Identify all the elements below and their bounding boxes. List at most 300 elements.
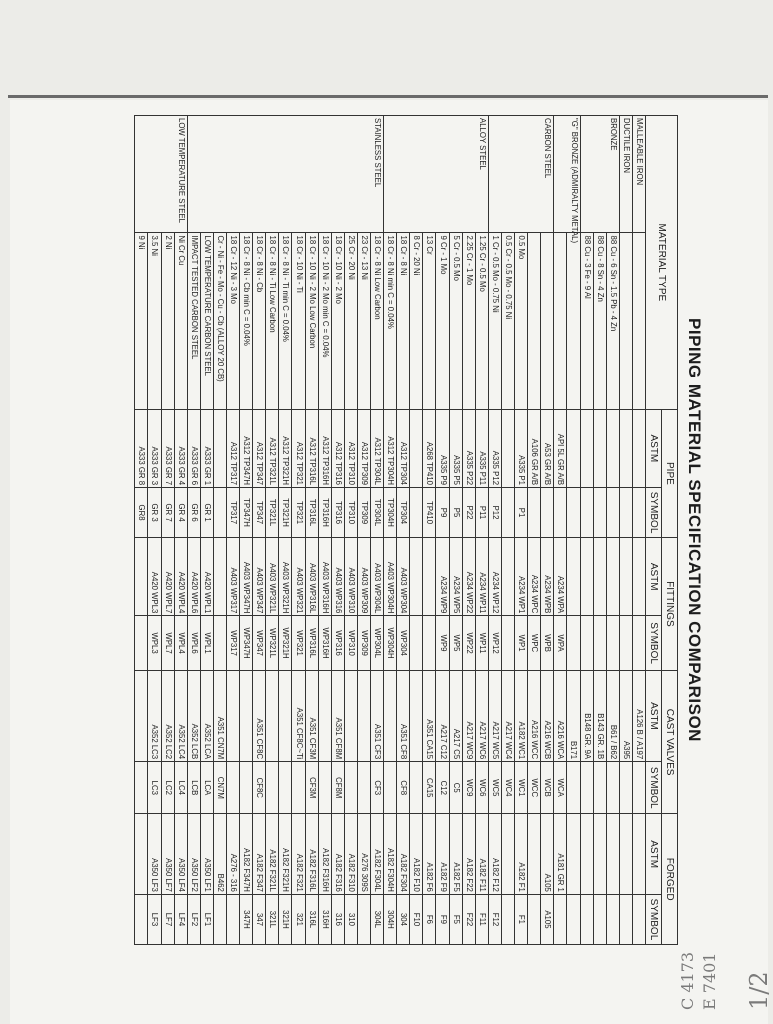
- table-row: [161, 116, 174, 945]
- cast-astm-cell: A351 CF8C: [253, 670, 266, 761]
- fittings-astm-cell: A234 WPA: [554, 538, 567, 616]
- table-row: [541, 116, 554, 945]
- pipe-symbol-cell: GR8: [135, 488, 148, 538]
- handwritten-note-1: E 7401: [700, 952, 719, 1010]
- material-cell: 88 Cu - 6 Sn - 1.5 Pb - 4 Zn: [606, 233, 619, 409]
- fittings-astm-cell: A420 WPL7: [161, 538, 174, 616]
- table-row: [423, 116, 436, 945]
- cast-symbol-cell: [266, 762, 279, 814]
- fittings-symbol-cell: [632, 616, 645, 670]
- forged-symbol-cell: F9: [436, 894, 449, 944]
- table-row: [619, 116, 632, 945]
- fittings-symbol-cell: WP316: [331, 616, 344, 670]
- forged-astm-cell: A182 F347: [253, 814, 266, 895]
- pipe-astm-cell: A312 TP316H: [318, 409, 331, 487]
- cast-symbol-cell: CF8M: [331, 762, 344, 814]
- pipe-astm-cell: [410, 409, 423, 487]
- table-row: [632, 116, 645, 945]
- fittings-astm-cell: A420 WPL4: [174, 538, 187, 616]
- forged-astm-cell: [632, 814, 645, 895]
- pipe-symbol-cell: [580, 488, 593, 538]
- forged-astm-cell: A182 F316H: [318, 814, 331, 895]
- cast-symbol-cell: [227, 762, 240, 814]
- pipe-symbol-cell: P12: [488, 488, 501, 538]
- cast-symbol-cell: [384, 762, 397, 814]
- cast-symbol-cell: WCC: [528, 762, 541, 814]
- fittings-astm-cell: A403 WP310: [344, 538, 357, 616]
- pipe-symbol-cell: TP321L: [266, 488, 279, 538]
- pipe-symbol-cell: [528, 488, 541, 538]
- pipe-astm-cell: A335 P9: [436, 409, 449, 487]
- cast-astm-cell: B143 GR. 1B: [593, 670, 606, 761]
- header-forged-symbol: SYMBOL: [646, 894, 662, 944]
- pipe-astm-cell: A312 TP316: [331, 409, 344, 487]
- forged-astm-cell: A350 LF1: [200, 814, 213, 895]
- forged-astm-cell: A182 F304: [397, 814, 410, 895]
- table-row: [253, 116, 266, 945]
- table-row: [410, 116, 423, 945]
- fittings-symbol-cell: WP304L: [371, 616, 384, 670]
- cast-symbol-cell: WCA: [554, 762, 567, 814]
- scan-edge-line: [8, 95, 768, 98]
- fittings-symbol-cell: WP1: [515, 616, 528, 670]
- forged-symbol-cell: LF4: [174, 894, 187, 944]
- forged-astm-cell: A182 F5: [449, 814, 462, 895]
- cast-astm-cell: [135, 670, 148, 761]
- forged-symbol-cell: 304L: [371, 894, 384, 944]
- pipe-astm-cell: A335 P1: [515, 409, 528, 487]
- forged-astm-cell: A182 F304L: [371, 814, 384, 895]
- forged-symbol-cell: 316L: [305, 894, 318, 944]
- forged-symbol-cell: F5: [449, 894, 462, 944]
- cast-astm-cell: A351 CF3: [371, 670, 384, 761]
- forged-symbol-cell: [528, 894, 541, 944]
- fittings-symbol-cell: WPL6: [187, 616, 200, 670]
- cast-astm-cell: B171: [567, 670, 580, 761]
- cast-astm-cell: A217 C12: [436, 670, 449, 761]
- table-row: [357, 116, 370, 945]
- cast-symbol-cell: WC4: [501, 762, 514, 814]
- pipe-astm-cell: [580, 409, 593, 487]
- spec-table: [134, 115, 678, 945]
- forged-symbol-cell: 347: [253, 894, 266, 944]
- pipe-symbol-cell: [619, 488, 632, 538]
- forged-symbol-cell: 316: [331, 894, 344, 944]
- fittings-astm-cell: A403 WP316: [331, 538, 344, 616]
- pipe-symbol-cell: P5: [449, 488, 462, 538]
- material-cell: Ni Cr Cu: [174, 233, 187, 409]
- pipe-astm-cell: A312 TP347H: [240, 409, 253, 487]
- fittings-astm-cell: A234 WP5: [449, 538, 462, 616]
- forged-symbol-cell: 304H: [384, 894, 397, 944]
- header-fittings: FITTINGS: [662, 538, 678, 671]
- forged-astm-cell: A182 F304H: [384, 814, 397, 895]
- fittings-astm-cell: A234 WP1: [515, 538, 528, 616]
- cast-symbol-cell: [632, 762, 645, 814]
- fittings-astm-cell: A234 WP22: [462, 538, 475, 616]
- material-cell: Cr - Ni - Fe - Mo - Cu - Cb (ALLOY 20 CB): [213, 233, 226, 409]
- fittings-astm-cell: [619, 538, 632, 616]
- cast-symbol-cell: [580, 762, 593, 814]
- cast-astm-cell: A395: [619, 670, 632, 761]
- cast-symbol-cell: CN7M: [213, 762, 226, 814]
- material-cell: 9 Ni: [135, 233, 148, 409]
- forged-astm-cell: [528, 814, 541, 895]
- material-cell: 3.5 Ni: [148, 233, 161, 409]
- pipe-symbol-cell: TP310: [344, 488, 357, 538]
- cast-symbol-cell: CF3: [371, 762, 384, 814]
- pipe-astm-cell: A333 GR 4: [174, 409, 187, 487]
- pipe-astm-cell: [632, 409, 645, 487]
- forged-astm-cell: [567, 814, 580, 895]
- material-cell: 5 Cr - 0.5 Mo: [449, 233, 462, 409]
- cast-symbol-cell: [240, 762, 253, 814]
- pipe-astm-cell: A333 GR 3: [148, 409, 161, 487]
- cast-astm-cell: [357, 670, 370, 761]
- category-cell: CARBON STEEL: [488, 116, 553, 233]
- table-row: [528, 116, 541, 945]
- forged-astm-cell: A182 F321: [292, 814, 305, 895]
- cast-symbol-cell: CF8C: [253, 762, 266, 814]
- material-cell: 18 Cr - 10 Ni - Ti: [292, 233, 305, 409]
- fittings-symbol-cell: WPL1: [200, 616, 213, 670]
- fittings-symbol-cell: WP321H: [279, 616, 292, 670]
- fittings-symbol-cell: [410, 616, 423, 670]
- category-cell: STAINLESS STEEL: [187, 116, 383, 233]
- material-cell: LOW TEMPERATURE CARBON STEEL: [200, 233, 213, 409]
- cast-symbol-cell: [606, 762, 619, 814]
- forged-symbol-cell: 316H: [318, 894, 331, 944]
- forged-astm-cell: [606, 814, 619, 895]
- pipe-symbol-cell: P22: [462, 488, 475, 538]
- fittings-astm-cell: A403 WP321H: [279, 538, 292, 616]
- cast-symbol-cell: [619, 762, 632, 814]
- forged-symbol-cell: [580, 894, 593, 944]
- material-cell: [541, 233, 554, 409]
- cast-astm-cell: A217 WC4: [501, 670, 514, 761]
- forged-astm-cell: A182 F347H: [240, 814, 253, 895]
- pipe-astm-cell: A312 TP321L: [266, 409, 279, 487]
- pipe-symbol-cell: TP347: [253, 488, 266, 538]
- forged-symbol-cell: F6: [423, 894, 436, 944]
- fittings-astm-cell: A403 WP304L: [371, 538, 384, 616]
- fittings-symbol-cell: WP317: [227, 616, 240, 670]
- pipe-symbol-cell: GR 3: [148, 488, 161, 538]
- header-cast-symbol: SYMBOL: [646, 762, 662, 814]
- table-row: [174, 116, 187, 945]
- material-cell: 18 Cr - 8 Ni - Cb: [253, 233, 266, 409]
- forged-symbol-cell: [357, 894, 370, 944]
- fittings-symbol-cell: WP316H: [318, 616, 331, 670]
- forged-astm-cell: [593, 814, 606, 895]
- cast-symbol-cell: WC1: [515, 762, 528, 814]
- material-cell: [554, 233, 567, 409]
- forged-symbol-cell: F12: [488, 894, 501, 944]
- fittings-symbol-cell: [580, 616, 593, 670]
- forged-astm-cell: A105: [541, 814, 554, 895]
- pipe-symbol-cell: P1: [515, 488, 528, 538]
- pipe-astm-cell: A335 P11: [475, 409, 488, 487]
- page-title: PIPING MATERIAL SPECIFICATION COMPARISON: [685, 318, 704, 742]
- pipe-astm-cell: A312 TP321: [292, 409, 305, 487]
- pipe-symbol-cell: P9: [436, 488, 449, 538]
- cast-astm-cell: [279, 670, 292, 761]
- pipe-symbol-cell: [632, 488, 645, 538]
- fittings-symbol-cell: WP347: [253, 616, 266, 670]
- category-cell: BRONZE: [580, 116, 619, 233]
- forged-symbol-cell: F22: [462, 894, 475, 944]
- forged-astm-cell: A182 F1: [515, 814, 528, 895]
- fittings-symbol-cell: WP309: [357, 616, 370, 670]
- table-row: [501, 116, 514, 945]
- cast-astm-cell: A351 CF3M: [305, 670, 318, 761]
- cast-astm-cell: A352 LCB: [187, 670, 200, 761]
- cast-symbol-cell: CF8: [397, 762, 410, 814]
- cast-symbol-cell: LC4: [174, 762, 187, 814]
- material-cell: 88 Cu - 3 Fe - 9 Al: [580, 233, 593, 409]
- forged-symbol-cell: [501, 894, 514, 944]
- cast-astm-cell: [344, 670, 357, 761]
- pipe-astm-cell: API 5L GR A/B: [554, 409, 567, 487]
- header-forged-astm: ASTM: [646, 814, 662, 895]
- table-row: [475, 116, 488, 945]
- pipe-symbol-cell: GR 6: [187, 488, 200, 538]
- category-cell: LOW TEMPERATURE STEEL: [135, 116, 187, 233]
- forged-symbol-cell: A105: [541, 894, 554, 944]
- fittings-astm-cell: A403 WP304: [397, 538, 410, 616]
- forged-symbol-cell: [567, 894, 580, 944]
- cast-astm-cell: B148 GR. 9A: [580, 670, 593, 761]
- table-row: [449, 116, 462, 945]
- cast-astm-cell: A217 WC5: [488, 670, 501, 761]
- table-row: [292, 116, 305, 945]
- forged-symbol-cell: F10: [410, 894, 423, 944]
- fittings-symbol-cell: WP304: [397, 616, 410, 670]
- table-row: [515, 116, 528, 945]
- material-cell: 23 Cr - 13 Ni: [357, 233, 370, 409]
- pipe-astm-cell: A333 GR 1: [200, 409, 213, 487]
- forged-symbol-cell: LF1: [200, 894, 213, 944]
- cast-symbol-cell: WC9: [462, 762, 475, 814]
- cast-symbol-cell: WC6: [475, 762, 488, 814]
- fittings-symbol-cell: WPA: [554, 616, 567, 670]
- table-row: [318, 116, 331, 945]
- cast-symbol-cell: [593, 762, 606, 814]
- fittings-symbol-cell: WP5: [449, 616, 462, 670]
- fittings-astm-cell: A403 WP347: [253, 538, 266, 616]
- pipe-symbol-cell: P11: [475, 488, 488, 538]
- fittings-symbol-cell: [135, 616, 148, 670]
- fittings-symbol-cell: WP316L: [305, 616, 318, 670]
- fittings-astm-cell: A403 WP304H: [384, 538, 397, 616]
- fittings-symbol-cell: WP310: [344, 616, 357, 670]
- fittings-astm-cell: [567, 538, 580, 616]
- pipe-symbol-cell: TP321: [292, 488, 305, 538]
- pipe-symbol-cell: TP304L: [371, 488, 384, 538]
- forged-astm-cell: [619, 814, 632, 895]
- pipe-symbol-cell: TP304: [397, 488, 410, 538]
- pipe-symbol-cell: TP309: [357, 488, 370, 538]
- pipe-symbol-cell: TP316H: [318, 488, 331, 538]
- forged-astm-cell: A350 LF7: [161, 814, 174, 895]
- cast-symbol-cell: C5: [449, 762, 462, 814]
- forged-astm-cell: A182 F316: [331, 814, 344, 895]
- forged-astm-cell: A182 F310: [344, 814, 357, 895]
- forged-astm-cell: [501, 814, 514, 895]
- pipe-astm-cell: A312 TP304: [397, 409, 410, 487]
- cast-astm-cell: A351 CF8C~Ti: [292, 670, 305, 761]
- header-fittings-symbol: SYMBOL: [646, 616, 662, 670]
- header-cast-astm: ASTM: [646, 670, 662, 761]
- fittings-symbol-cell: [423, 616, 436, 670]
- material-cell: 9 Cr - 1 Mo: [436, 233, 449, 409]
- cast-astm-cell: A351 CA15: [423, 670, 436, 761]
- pipe-symbol-cell: [606, 488, 619, 538]
- pipe-symbol-cell: TP316L: [305, 488, 318, 538]
- cast-astm-cell: [384, 670, 397, 761]
- fittings-astm-cell: [501, 538, 514, 616]
- cast-symbol-cell: CA15: [423, 762, 436, 814]
- forged-symbol-cell: LF2: [187, 894, 200, 944]
- cast-symbol-cell: WC5: [488, 762, 501, 814]
- pipe-symbol-cell: [501, 488, 514, 538]
- cast-astm-cell: A351 CF8: [397, 670, 410, 761]
- header-cast-valves: CAST VALVES: [662, 670, 678, 814]
- fittings-symbol-cell: WP22: [462, 616, 475, 670]
- cast-symbol-cell: [357, 762, 370, 814]
- table-row: [148, 116, 161, 945]
- cast-symbol-cell: [135, 762, 148, 814]
- forged-astm-cell: A182 F9: [436, 814, 449, 895]
- cast-astm-cell: A217 WC9: [462, 670, 475, 761]
- forged-astm-cell: A182 F12: [488, 814, 501, 895]
- cast-symbol-cell: LCA: [200, 762, 213, 814]
- header-material-type: MATERIAL TYPE: [646, 116, 678, 410]
- material-cell: 13 Cr: [423, 233, 436, 409]
- fittings-astm-cell: A403 WP321: [292, 538, 305, 616]
- pipe-astm-cell: A335 P5: [449, 409, 462, 487]
- forged-astm-cell: A182 F11: [475, 814, 488, 895]
- forged-symbol-cell: [135, 894, 148, 944]
- pipe-astm-cell: [213, 409, 226, 487]
- cast-astm-cell: A352 LC3: [148, 670, 161, 761]
- fittings-symbol-cell: WP304H: [384, 616, 397, 670]
- forged-astm-cell: B462: [213, 814, 226, 895]
- forged-astm-cell: A350 LF3: [148, 814, 161, 895]
- forged-astm-cell: A350 LF4: [174, 814, 187, 895]
- table-row: [593, 116, 606, 945]
- pipe-astm-cell: A268 TP410: [423, 409, 436, 487]
- cast-symbol-cell: [410, 762, 423, 814]
- cast-astm-cell: A352 LC4: [174, 670, 187, 761]
- forged-symbol-cell: LF3: [148, 894, 161, 944]
- forged-symbol-cell: [554, 894, 567, 944]
- forged-symbol-cell: F1: [515, 894, 528, 944]
- fittings-astm-cell: A234 WP11: [475, 538, 488, 616]
- table-row: [227, 116, 240, 945]
- header-fittings-astm: ASTM: [646, 538, 662, 616]
- header-pipe-symbol: SYMBOL: [646, 488, 662, 538]
- cast-symbol-cell: [279, 762, 292, 814]
- cast-astm-cell: A352 LC2: [161, 670, 174, 761]
- material-cell: 18 Cr - 8 Ni min C = 0.04%: [384, 233, 397, 409]
- material-cell: 18 Cr - 8 Ni - Ti min C = 0.04%: [279, 233, 292, 409]
- pipe-symbol-cell: GR 7: [161, 488, 174, 538]
- table-row: [606, 116, 619, 945]
- category-cell: DUCTILE IRON: [619, 116, 632, 233]
- pipe-astm-cell: A312 TP310: [344, 409, 357, 487]
- cast-symbol-cell: LC2: [161, 762, 174, 814]
- fittings-astm-cell: [423, 538, 436, 616]
- fittings-symbol-cell: [213, 616, 226, 670]
- cast-astm-cell: A351 CN7M: [213, 670, 226, 761]
- pipe-astm-cell: [593, 409, 606, 487]
- cast-astm-cell: A216 WCA: [554, 670, 567, 761]
- fittings-symbol-cell: WPL4: [174, 616, 187, 670]
- pipe-astm-cell: [619, 409, 632, 487]
- fittings-astm-cell: A234 WPB: [541, 538, 554, 616]
- cast-symbol-cell: [318, 762, 331, 814]
- material-cell: 18 Cr - 8 Ni: [397, 233, 410, 409]
- material-cell: 0.5 Mo: [515, 233, 528, 409]
- pipe-astm-cell: A333 GR 7: [161, 409, 174, 487]
- page-mark-annotation: 1/2: [745, 971, 773, 1010]
- pipe-astm-cell: A333 GR 8: [135, 409, 148, 487]
- fittings-symbol-cell: WP11: [475, 616, 488, 670]
- fittings-astm-cell: [135, 538, 148, 616]
- header-row-groups: [662, 116, 678, 945]
- material-cell: 18 Cr - 10 Ni - 2 Mo: [331, 233, 344, 409]
- forged-symbol-cell: [632, 894, 645, 944]
- category-cell: ALLOY STEEL: [384, 116, 489, 233]
- cast-symbol-cell: LCB: [187, 762, 200, 814]
- fittings-symbol-cell: WPC: [528, 616, 541, 670]
- material-cell: 18 Cr - 10 Ni - 2 Mo min C = 0.04%: [318, 233, 331, 409]
- forged-astm-cell: A276 309S: [357, 814, 370, 895]
- material-cell: 8 Cr - 20 Ni: [410, 233, 423, 409]
- fittings-symbol-cell: WP347H: [240, 616, 253, 670]
- pipe-symbol-cell: TP316: [331, 488, 344, 538]
- table-row: [462, 116, 475, 945]
- pipe-symbol-cell: TP347H: [240, 488, 253, 538]
- material-cell: 2 Ni: [161, 233, 174, 409]
- pipe-symbol-cell: TP410: [423, 488, 436, 538]
- fittings-astm-cell: A403 WP347H: [240, 538, 253, 616]
- forged-symbol-cell: [227, 894, 240, 944]
- header-pipe: PIPE: [662, 409, 678, 537]
- forged-symbol-cell: [606, 894, 619, 944]
- fittings-symbol-cell: [619, 616, 632, 670]
- fittings-astm-cell: [410, 538, 423, 616]
- forged-symbol-cell: F11: [475, 894, 488, 944]
- cast-astm-cell: A351 CF8M: [331, 670, 344, 761]
- forged-symbol-cell: 321H: [279, 894, 292, 944]
- forged-symbol-cell: [593, 894, 606, 944]
- table-row: [554, 116, 567, 945]
- pipe-astm-cell: [606, 409, 619, 487]
- pipe-astm-cell: A312 TP347: [253, 409, 266, 487]
- fittings-symbol-cell: WP12: [488, 616, 501, 670]
- spec-table-body: [135, 116, 646, 945]
- material-cell: [528, 233, 541, 409]
- pipe-astm-cell: A333 GR 6: [187, 409, 200, 487]
- fittings-astm-cell: A403 WP309: [357, 538, 370, 616]
- forged-astm-cell: [135, 814, 148, 895]
- fittings-astm-cell: A420 WPL1: [200, 538, 213, 616]
- handwritten-note-2: C 4173: [678, 951, 697, 1010]
- material-cell: 1 Cr - 0.5 Mo - 0.75 Ni: [488, 233, 501, 409]
- pipe-symbol-cell: GR 1: [200, 488, 213, 538]
